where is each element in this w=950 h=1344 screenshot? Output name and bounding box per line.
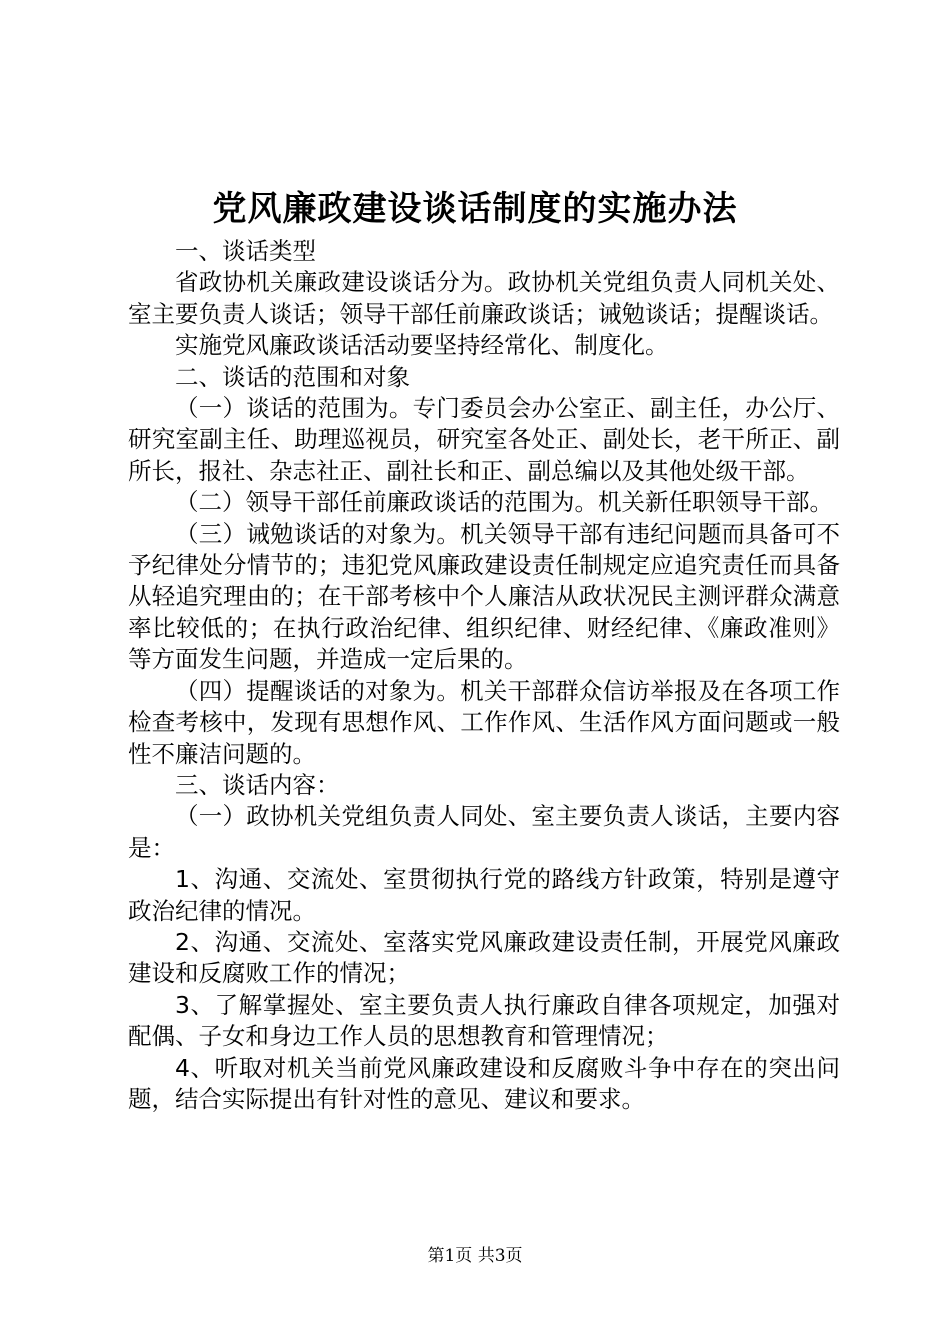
list-item: 4、听取对机关当前党风廉政建设和反腐败斗争中存在的突出问题，结合实际提出有针对性的意见、建议和要求。: [128, 1053, 840, 1113]
list-item: 3、了解掌握处、室主要负责人执行廉政自律各项规定，加强对配偶、子女和身边工作人员的思想教育和管理情况；: [128, 990, 840, 1051]
paragraph: 省政协机关廉政建设谈话分为。政协机关党组负责人同机关处、室主要负责人谈话；领导干部任前廉政谈话；诫勉谈话；提醒谈话。: [128, 268, 840, 328]
item-lead: （四）提醒谈话的对象为。: [175, 676, 461, 705]
paragraph: [128, 487, 840, 518]
document-title: 党风廉政建设谈话制度的实施办法: [212, 189, 738, 229]
item-lead: （二）领导干部任前廉政谈话的范围为。: [175, 488, 598, 517]
item-text: 机关干部群众信访举报及在各项工作检查考核中，发现有思想作风、工作作风、生活作风方面问题或一般性不廉洁问题的。: [128, 676, 841, 768]
paragraph: [128, 519, 840, 676]
section-heading: 三、谈话内容：: [175, 770, 340, 799]
list-item: 2、沟通、交流处、室落实党风廉政建设责任制，开展党风廉政建设和反腐败工作的情况；: [128, 927, 840, 988]
list-item: 1、沟通、交流处、室贯彻执行党的路线方针政策，特别是遵守政治纪律的情况。: [128, 865, 840, 925]
paragraph: （一）政协机关党组负责人同处、室主要负责人谈话，主要内容是：: [128, 802, 840, 862]
paragraph: [128, 676, 840, 770]
item-text: 机关新任职领导干部。: [598, 488, 833, 517]
page-footer: 第1页 共3页: [427, 1246, 523, 1266]
paragraph: 实施党风廉政谈话活动要坚持经常化、制度化。: [175, 331, 669, 360]
section-heading: 二、谈话的范围和对象: [175, 362, 410, 391]
paragraph: [128, 393, 840, 487]
item-lead: （一）谈话的范围为。: [175, 394, 413, 423]
section-heading: 一、谈话类型: [175, 237, 316, 265]
item-text: 专门委员会办公室正、副主任，办公厅、研究室副主任、助理巡视员，研究室各处正、副处长，老干所正、副所长，报社、杂志社正、副社长和正、副总编以及其他处级干部。: [128, 394, 841, 485]
item-lead: （三）诫勉谈话的对象为。: [175, 519, 461, 548]
document-body: [128, 236, 840, 1115]
item-text: 机关领导干部有违纪问题而具备可不予纪律处分情节的；违犯党风廉政建设责任制规定应追究责任而具备从轻追究理由的；在干部考核中个人廉洁从政状况民主测评群众满意率比较低的；在执行政治纪律、组织纪律、财经纪律、《廉政准则》等方面发生问题，并造成一定后果的。: [128, 519, 841, 674]
